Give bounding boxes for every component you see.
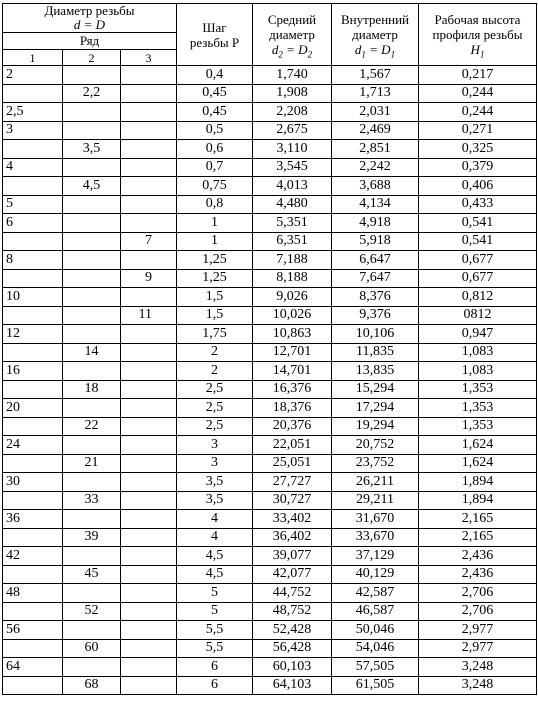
profile-height-cell: 0,541 <box>419 214 537 233</box>
row1-diameter-cell <box>3 454 63 473</box>
table-row <box>3 454 537 473</box>
pitch-cell: 0,4 <box>177 66 253 85</box>
row1-diameter-cell <box>3 491 63 510</box>
pitch-cell: 0,5 <box>177 121 253 140</box>
pitch-cell: 4 <box>177 510 253 529</box>
profile-height-cell: 0,271 <box>419 121 537 140</box>
table-row <box>3 121 537 140</box>
mid-diameter-cell: 39,077 <box>253 547 332 566</box>
row1-diameter-cell: 16 <box>3 362 63 381</box>
row2-diameter-cell <box>63 325 121 344</box>
inner-diameter-cell: 50,046 <box>332 621 419 640</box>
mid-diameter-cell: 52,428 <box>253 621 332 640</box>
profile-height-cell: 0,677 <box>419 269 537 288</box>
table-row <box>3 436 537 455</box>
table-row <box>3 602 537 621</box>
table-header <box>3 4 537 66</box>
mid-diameter-cell: 42,077 <box>253 565 332 584</box>
row3-diameter-cell <box>121 288 177 307</box>
table-row <box>3 565 537 584</box>
table-row <box>3 676 537 695</box>
row2-diameter-cell <box>63 658 121 677</box>
row2-diameter-cell <box>63 547 121 566</box>
row2-diameter-cell <box>63 66 121 85</box>
pitch-header <box>177 4 253 66</box>
mid-diameter-cell: 2,675 <box>253 121 332 140</box>
pitch-cell: 3,5 <box>177 473 253 492</box>
profile-height-cell: 2,436 <box>419 565 537 584</box>
inner-diameter-cell: 23,752 <box>332 454 419 473</box>
mid-diameter-header <box>253 4 332 66</box>
profile-height-cell: 2,165 <box>419 528 537 547</box>
inner-diameter-cell: 17,294 <box>332 399 419 418</box>
diameter-title: Диаметр резьбы <box>44 3 135 18</box>
profile-height-cell: 2,977 <box>419 639 537 658</box>
row3-diameter-cell <box>121 140 177 159</box>
row3-diameter-cell <box>121 565 177 584</box>
row3-diameter-cell <box>121 547 177 566</box>
profile-height-cell: 0,812 <box>419 288 537 307</box>
row2-diameter-cell: 14 <box>63 343 121 362</box>
row3-diameter-cell <box>121 454 177 473</box>
pitch-cell: 1,75 <box>177 325 253 344</box>
row1-diameter-cell <box>3 380 63 399</box>
table-body <box>3 66 537 695</box>
row2-diameter-cell: 4,5 <box>63 177 121 196</box>
pitch-cell: 3 <box>177 436 253 455</box>
pitch-cell: 1,5 <box>177 306 253 325</box>
row2-diameter-cell <box>63 621 121 640</box>
mid-diameter-cell: 12,701 <box>253 343 332 362</box>
row2-diameter-cell: 68 <box>63 676 121 695</box>
row2-diameter-cell <box>63 251 121 270</box>
profile-height-cell: 1,894 <box>419 473 537 492</box>
mid-diameter-cell: 14,701 <box>253 362 332 381</box>
pitch-cell: 0,45 <box>177 84 253 103</box>
table-row <box>3 399 537 418</box>
row2-diameter-cell <box>63 158 121 177</box>
pitch-cell: 3,5 <box>177 491 253 510</box>
row1-diameter-cell <box>3 306 63 325</box>
row3-diameter-cell <box>121 417 177 436</box>
row3-diameter-cell <box>121 362 177 381</box>
pitch-cell: 2,5 <box>177 380 253 399</box>
row1-diameter-cell <box>3 602 63 621</box>
profile-height-cell: 1,894 <box>419 491 537 510</box>
profile-height-cell: 0,947 <box>419 325 537 344</box>
pitch-cell: 0,45 <box>177 103 253 122</box>
row1-diameter-cell <box>3 343 63 362</box>
inner-diameter-cell: 13,835 <box>332 362 419 381</box>
profile-height-cell: 2,706 <box>419 602 537 621</box>
table-row <box>3 84 537 103</box>
row3-diameter-cell <box>121 658 177 677</box>
row1-diameter-cell <box>3 417 63 436</box>
pitch-cell: 5,5 <box>177 639 253 658</box>
mid-diameter-cell: 16,376 <box>253 380 332 399</box>
row3-diameter-cell <box>121 621 177 640</box>
pitch-cell: 4,5 <box>177 547 253 566</box>
row2-diameter-cell <box>63 436 121 455</box>
mid-diameter-cell: 56,428 <box>253 639 332 658</box>
profile-height-cell: 0,244 <box>419 103 537 122</box>
table-row <box>3 103 537 122</box>
pitch-cell: 0,75 <box>177 177 253 196</box>
mid-diameter-cell: 3,110 <box>253 140 332 159</box>
row1-diameter-cell: 64 <box>3 658 63 677</box>
mid-diameter-cell: 10,026 <box>253 306 332 325</box>
profile-height-cell: 2,977 <box>419 621 537 640</box>
row3-diameter-cell <box>121 251 177 270</box>
row2-diameter-cell <box>63 288 121 307</box>
row1-diameter-cell <box>3 269 63 288</box>
row1-diameter-cell: 12 <box>3 325 63 344</box>
table-row <box>3 417 537 436</box>
inner-diameter-cell: 2,851 <box>332 140 419 159</box>
pitch-cell: 3 <box>177 454 253 473</box>
profile-height-cell: 3,248 <box>419 676 537 695</box>
mid-diameter-cell: 8,188 <box>253 269 332 288</box>
row1-diameter-cell: 48 <box>3 584 63 603</box>
profile-height-cell: 1,083 <box>419 362 537 381</box>
pitch-cell: 1,5 <box>177 288 253 307</box>
mid-diameter-cell: 6,351 <box>253 232 332 251</box>
row2-diameter-cell: 2,2 <box>63 84 121 103</box>
height-header-symbol: $H_1$ <box>470 42 485 60</box>
profile-height-header <box>419 4 537 66</box>
mid-header-line1: Средний <box>267 12 317 27</box>
thread-table-container <box>2 3 537 695</box>
row3-diameter-cell <box>121 380 177 399</box>
row3-diameter-cell <box>121 491 177 510</box>
pitch-cell: 2,5 <box>177 417 253 436</box>
table-row <box>3 325 537 344</box>
row1-diameter-cell: 10 <box>3 288 63 307</box>
inner-diameter-cell: 19,294 <box>332 417 419 436</box>
mid-diameter-cell: 36,402 <box>253 528 332 547</box>
row3-header: 3 <box>121 50 177 66</box>
pitch-cell: 1 <box>177 214 253 233</box>
table-row <box>3 547 537 566</box>
row2-diameter-cell: 33 <box>63 491 121 510</box>
mid-diameter-cell: 30,727 <box>253 491 332 510</box>
row2-diameter-cell: 39 <box>63 528 121 547</box>
pitch-cell: 1,25 <box>177 269 253 288</box>
pitch-header-line2: резьбы P <box>189 34 240 50</box>
row1-diameter-cell <box>3 676 63 695</box>
row1-diameter-cell: 56 <box>3 621 63 640</box>
profile-height-cell: 0,244 <box>419 84 537 103</box>
profile-height-cell: 0,433 <box>419 195 537 214</box>
row3-diameter-cell <box>121 84 177 103</box>
row1-diameter-cell: 20 <box>3 399 63 418</box>
row2-diameter-cell <box>63 362 121 381</box>
inner-diameter-cell: 20,752 <box>332 436 419 455</box>
inner-diameter-cell: 5,918 <box>332 232 419 251</box>
inner-diameter-cell: 61,505 <box>332 676 419 695</box>
inner-diameter-cell: 54,046 <box>332 639 419 658</box>
row3-diameter-cell: 11 <box>121 306 177 325</box>
inner-header-line2: диаметр <box>352 27 398 42</box>
row3-diameter-cell <box>121 66 177 85</box>
row2-diameter-cell: 60 <box>63 639 121 658</box>
mid-header-line2: диаметр <box>269 27 315 42</box>
row1-diameter-cell <box>3 140 63 159</box>
profile-height-cell: 2,165 <box>419 510 537 529</box>
mid-diameter-cell: 4,013 <box>253 177 332 196</box>
row2-diameter-cell <box>63 121 121 140</box>
mid-diameter-cell: 60,103 <box>253 658 332 677</box>
inner-diameter-cell: 4,134 <box>332 195 419 214</box>
inner-diameter-cell: 26,211 <box>332 473 419 492</box>
table-row <box>3 195 537 214</box>
row2-diameter-cell <box>63 510 121 529</box>
mid-diameter-cell: 1,908 <box>253 84 332 103</box>
table-row <box>3 251 537 270</box>
table-row <box>3 343 537 362</box>
row1-diameter-cell: 5 <box>3 195 63 214</box>
row1-diameter-cell <box>3 528 63 547</box>
table-row <box>3 528 537 547</box>
inner-diameter-cell: 6,647 <box>332 251 419 270</box>
row-series-header: Ряд <box>3 33 177 50</box>
row1-diameter-cell: 4 <box>3 158 63 177</box>
table-row <box>3 288 537 307</box>
pitch-cell: 5 <box>177 584 253 603</box>
table-row <box>3 658 537 677</box>
pitch-cell: 5,5 <box>177 621 253 640</box>
pitch-cell: 6 <box>177 658 253 677</box>
table-row <box>3 621 537 640</box>
pitch-cell: 0,7 <box>177 158 253 177</box>
mid-diameter-cell: 18,376 <box>253 399 332 418</box>
row1-diameter-cell: 3 <box>3 121 63 140</box>
mid-diameter-cell: 5,351 <box>253 214 332 233</box>
height-header-line2: профиля резьбы <box>432 27 523 42</box>
inner-diameter-cell: 2,031 <box>332 103 419 122</box>
profile-height-cell: 0812 <box>419 306 537 325</box>
table-row <box>3 177 537 196</box>
inner-diameter-cell: 9,376 <box>332 306 419 325</box>
diameter-equation: d = D <box>73 17 106 32</box>
row2-diameter-cell <box>63 584 121 603</box>
row2-diameter-cell <box>63 232 121 251</box>
mid-diameter-cell: 10,863 <box>253 325 332 344</box>
pitch-cell: 2 <box>177 362 253 381</box>
mid-diameter-cell: 22,051 <box>253 436 332 455</box>
mid-diameter-cell: 4,480 <box>253 195 332 214</box>
profile-height-cell: 0,325 <box>419 140 537 159</box>
table-row <box>3 66 537 85</box>
row3-diameter-cell <box>121 158 177 177</box>
row1-diameter-cell: 30 <box>3 473 63 492</box>
table-row <box>3 639 537 658</box>
row3-diameter-cell: 9 <box>121 269 177 288</box>
inner-diameter-cell: 8,376 <box>332 288 419 307</box>
row3-diameter-cell <box>121 528 177 547</box>
inner-diameter-cell: 33,670 <box>332 528 419 547</box>
row3-diameter-cell <box>121 399 177 418</box>
inner-diameter-cell: 7,647 <box>332 269 419 288</box>
row2-diameter-cell <box>63 195 121 214</box>
row1-header: 1 <box>3 50 63 66</box>
table-row <box>3 158 537 177</box>
row1-diameter-cell <box>3 84 63 103</box>
row1-diameter-cell: 42 <box>3 547 63 566</box>
mid-diameter-cell: 48,752 <box>253 602 332 621</box>
row1-diameter-cell: 6 <box>3 214 63 233</box>
profile-height-cell: 1,624 <box>419 454 537 473</box>
pitch-cell: 2 <box>177 343 253 362</box>
row1-diameter-cell: 8 <box>3 251 63 270</box>
row1-diameter-cell <box>3 177 63 196</box>
row1-diameter-cell: 2 <box>3 66 63 85</box>
row3-diameter-cell <box>121 343 177 362</box>
profile-height-cell: 0,217 <box>419 66 537 85</box>
table-row <box>3 510 537 529</box>
metric-thread-table <box>2 3 537 695</box>
mid-diameter-cell: 27,727 <box>253 473 332 492</box>
inner-diameter-cell: 31,670 <box>332 510 419 529</box>
inner-diameter-header <box>332 4 419 66</box>
inner-diameter-cell: 29,211 <box>332 491 419 510</box>
inner-diameter-cell: 15,294 <box>332 380 419 399</box>
inner-diameter-cell: 37,129 <box>332 547 419 566</box>
profile-height-cell: 1,624 <box>419 436 537 455</box>
inner-diameter-cell: 2,242 <box>332 158 419 177</box>
height-header-line1: Рабочая высота <box>434 12 521 27</box>
row3-diameter-cell: 7 <box>121 232 177 251</box>
row2-diameter-cell: 21 <box>63 454 121 473</box>
pitch-cell: 0,8 <box>177 195 253 214</box>
row3-diameter-cell <box>121 325 177 344</box>
table-row <box>3 380 537 399</box>
pitch-cell: 5 <box>177 602 253 621</box>
row2-diameter-cell <box>63 214 121 233</box>
row3-diameter-cell <box>121 584 177 603</box>
row3-diameter-cell <box>121 121 177 140</box>
mid-diameter-cell: 7,188 <box>253 251 332 270</box>
row1-diameter-cell <box>3 639 63 658</box>
inner-diameter-cell: 2,469 <box>332 121 419 140</box>
profile-height-cell: 0,677 <box>419 251 537 270</box>
mid-diameter-cell: 44,752 <box>253 584 332 603</box>
mid-diameter-cell: 3,545 <box>253 158 332 177</box>
row1-diameter-cell <box>3 232 63 251</box>
table-row <box>3 306 537 325</box>
pitch-cell: 6 <box>177 676 253 695</box>
profile-height-cell: 0,379 <box>419 158 537 177</box>
row3-diameter-cell <box>121 177 177 196</box>
row2-diameter-cell: 45 <box>63 565 121 584</box>
row1-diameter-cell <box>3 565 63 584</box>
table-row <box>3 473 537 492</box>
profile-height-cell: 1,083 <box>419 343 537 362</box>
mid-diameter-cell: 64,103 <box>253 676 332 695</box>
row2-diameter-cell <box>63 103 121 122</box>
inner-diameter-cell: 10,106 <box>332 325 419 344</box>
profile-height-cell: 2,706 <box>419 584 537 603</box>
row3-diameter-cell <box>121 436 177 455</box>
row2-diameter-cell <box>63 399 121 418</box>
row1-diameter-cell: 36 <box>3 510 63 529</box>
row3-diameter-cell <box>121 103 177 122</box>
row2-diameter-cell: 52 <box>63 602 121 621</box>
table-row <box>3 362 537 381</box>
inner-header-line1: Внутренний <box>340 12 410 27</box>
row3-diameter-cell <box>121 473 177 492</box>
inner-diameter-cell: 11,835 <box>332 343 419 362</box>
profile-height-cell: 1,353 <box>419 417 537 436</box>
table-row <box>3 491 537 510</box>
profile-height-cell: 0,406 <box>419 177 537 196</box>
profile-height-cell: 1,353 <box>419 399 537 418</box>
row2-diameter-cell: 18 <box>63 380 121 399</box>
row2-header: 2 <box>63 50 121 66</box>
table-row <box>3 584 537 603</box>
pitch-header-line1: Шаг <box>202 19 227 35</box>
profile-height-cell: 3,248 <box>419 658 537 677</box>
inner-diameter-cell: 40,129 <box>332 565 419 584</box>
mid-header-formula: $d_2 = D_2$ <box>271 42 313 60</box>
row2-diameter-cell: 22 <box>63 417 121 436</box>
row2-diameter-cell <box>63 269 121 288</box>
inner-diameter-cell: 42,587 <box>332 584 419 603</box>
table-row <box>3 214 537 233</box>
row1-diameter-cell: 2,5 <box>3 103 63 122</box>
row3-diameter-cell <box>121 676 177 695</box>
mid-diameter-cell: 33,402 <box>253 510 332 529</box>
inner-diameter-cell: 3,688 <box>332 177 419 196</box>
inner-diameter-cell: 1,713 <box>332 84 419 103</box>
pitch-cell: 0,6 <box>177 140 253 159</box>
mid-diameter-cell: 2,208 <box>253 103 332 122</box>
inner-diameter-cell: 1,567 <box>332 66 419 85</box>
pitch-cell: 1 <box>177 232 253 251</box>
mid-diameter-cell: 20,376 <box>253 417 332 436</box>
pitch-cell: 2,5 <box>177 399 253 418</box>
mid-diameter-cell: 9,026 <box>253 288 332 307</box>
row2-diameter-cell: 3,5 <box>63 140 121 159</box>
row3-diameter-cell <box>121 602 177 621</box>
table-row <box>3 140 537 159</box>
mid-diameter-cell: 25,051 <box>253 454 332 473</box>
row1-diameter-cell: 24 <box>3 436 63 455</box>
diameter-header <box>3 4 177 33</box>
inner-diameter-cell: 57,505 <box>332 658 419 677</box>
row3-diameter-cell <box>121 195 177 214</box>
profile-height-cell: 1,353 <box>419 380 537 399</box>
profile-height-cell: 0,541 <box>419 232 537 251</box>
row3-diameter-cell <box>121 639 177 658</box>
inner-diameter-cell: 4,918 <box>332 214 419 233</box>
pitch-cell: 4,5 <box>177 565 253 584</box>
pitch-cell: 1,25 <box>177 251 253 270</box>
profile-height-cell: 2,436 <box>419 547 537 566</box>
table-row <box>3 232 537 251</box>
row3-diameter-cell <box>121 510 177 529</box>
row3-diameter-cell <box>121 214 177 233</box>
inner-header-formula: $d_1 = D_1$ <box>354 42 396 60</box>
row2-diameter-cell <box>63 306 121 325</box>
inner-diameter-cell: 46,587 <box>332 602 419 621</box>
mid-diameter-cell: 1,740 <box>253 66 332 85</box>
pitch-cell: 4 <box>177 528 253 547</box>
table-row <box>3 269 537 288</box>
row2-diameter-cell <box>63 473 121 492</box>
